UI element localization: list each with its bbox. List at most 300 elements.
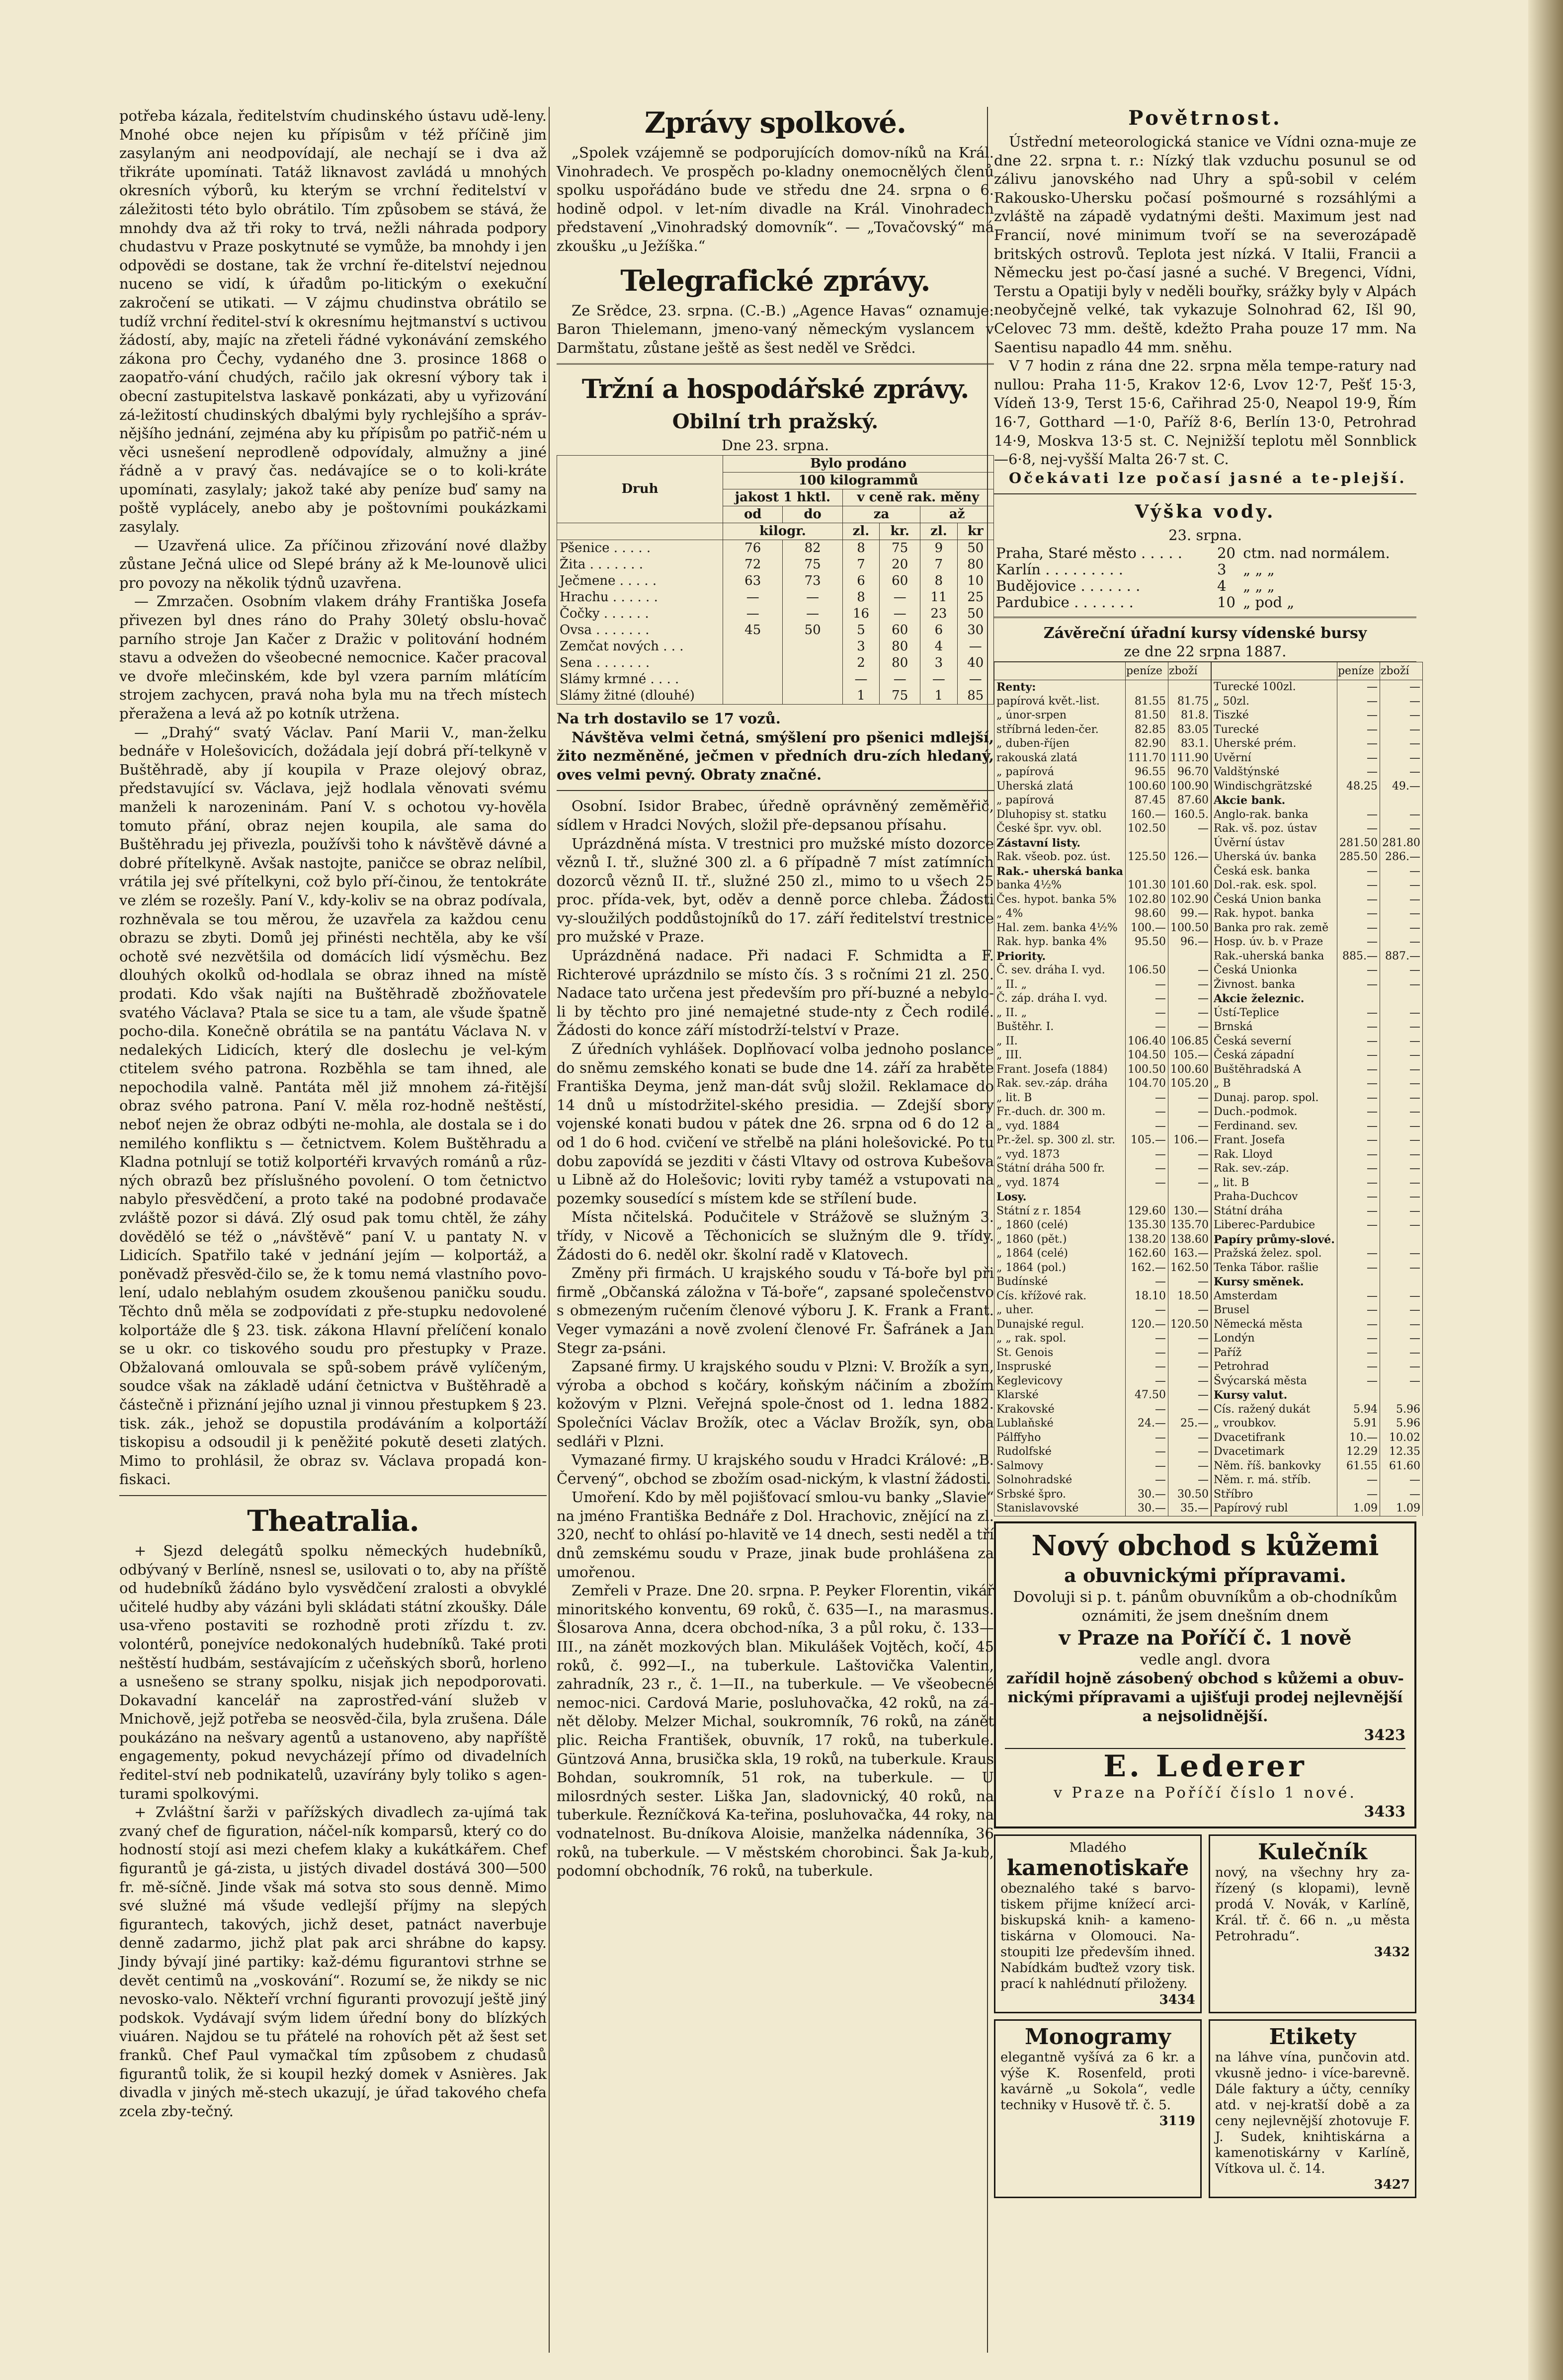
row-label: Pšenice . . . . . [557, 540, 723, 556]
row-value: 2 [842, 655, 879, 671]
row-label: Kursy valut. [1211, 1388, 1337, 1403]
ad-title: Etikety [1269, 2024, 1356, 2050]
bourse-row [994, 1077, 1211, 1091]
row-value: — [920, 671, 957, 688]
table-row [557, 589, 994, 606]
row-value: — [1126, 1105, 1168, 1119]
row-value: 85 [957, 688, 993, 705]
row-label: Papírový rubl [1211, 1502, 1337, 1516]
row-value: — [1337, 865, 1380, 879]
bourse-row [1211, 695, 1422, 709]
section-title-telegraficke: Telegrafické zprávy. [620, 263, 930, 298]
ad-text: zařídil hojně zásobený obchod s kůžemi a obuv-nickými přípravami a ujišťuji prodej nejlevnější a nejsolidnější. [1006, 1669, 1404, 1725]
row-value: — [1380, 1318, 1422, 1332]
row-value: 10.02 [1380, 1431, 1422, 1445]
ad-novy-obchod [994, 1521, 1416, 1828]
bourse-row [994, 992, 1211, 1006]
row-value: — [1168, 1346, 1211, 1360]
row-label: Brusel [1211, 1303, 1337, 1318]
row-value: 50 [957, 606, 993, 622]
article-osobni: Osobní. Isidor Brabec, úředně oprávněný zeměměřič, sídlem v Hradci Nových, složil pře-depsanou přísahu. [557, 797, 994, 833]
row-value: — [1168, 1459, 1211, 1474]
row-value: 7 [842, 556, 879, 573]
row-value: — [1126, 1431, 1168, 1445]
row-value: — [1380, 737, 1422, 751]
row-label: Čočky . . . . . . [557, 606, 723, 622]
bourse-row [994, 850, 1211, 865]
bourse-row [1211, 836, 1422, 851]
row-value: — [1380, 1063, 1422, 1077]
row-value: — [1337, 1218, 1380, 1233]
ad-kulecnik [1209, 1834, 1416, 2013]
row-value: 11 [920, 589, 957, 606]
row-value: — [1337, 709, 1380, 723]
bourse-row [1211, 1190, 1422, 1204]
row-value: — [1168, 1176, 1211, 1190]
row-value: 129.60 [1126, 1204, 1168, 1219]
article-zmrzacen: — Zmrzačen. Osobním vlakem dráhy Františka Josefa přivezen byl dnes ráno do Prahy 30letý obslu-hovač parního stroje Jan Kačer z Dražic v politování hodném stavu a odvežen do všeobecné nemocnice. Kačer pracoval ve dvoře mlečinském, kde byl vzera parním mlátícím strojem zachycen, pravá noha byla mu na třech místech přeražena a levá až po kotník utržena. [119, 593, 547, 722]
bourse-row [994, 1034, 1211, 1049]
row-label: Ferdinand. sev. [1211, 1119, 1337, 1134]
ad-kamenotiskar [994, 1834, 1202, 2013]
bourse-row [1211, 935, 1422, 950]
row-value: — [1380, 1020, 1422, 1034]
row-value: — [1337, 1303, 1380, 1318]
row-value [1337, 793, 1380, 808]
bourse-row [1211, 1133, 1422, 1148]
row-value: — [1168, 992, 1211, 1006]
row-value: 87.60 [1168, 793, 1211, 808]
row-value: — [1168, 1332, 1211, 1346]
row-label: „ 4% [994, 907, 1126, 921]
bourse-row [994, 1445, 1211, 1459]
row-value: 61.55 [1337, 1459, 1380, 1474]
bourse-row [1211, 1233, 1422, 1247]
bourse-row [1211, 723, 1422, 737]
row-value: — [1380, 1006, 1422, 1021]
row-label: „ III. [994, 1048, 1126, 1063]
row-value: 7 [920, 556, 957, 573]
col-header-cene: v ceně rak. měny [842, 489, 993, 506]
row-value: 138.60 [1168, 1233, 1211, 1247]
col-header-od: od [723, 506, 783, 523]
row-value: — [1380, 1119, 1422, 1134]
bourse-row [1211, 1332, 1422, 1346]
row-value: 24.— [1126, 1417, 1168, 1431]
bourse-row [1211, 963, 1422, 978]
row-label: „ B [1211, 1077, 1337, 1091]
row-value: 162.60 [1126, 1247, 1168, 1261]
row-value: 106.40 [1126, 1034, 1168, 1049]
row-label: Sena . . . . . . . [557, 655, 723, 671]
bourse-row [994, 836, 1211, 851]
row-value: 105.— [1126, 1133, 1168, 1148]
row-label: Slámy krmné . . . . [557, 671, 723, 688]
row-value: 162.50 [1168, 1261, 1211, 1275]
row-value: 75 [783, 556, 842, 573]
row-value [1126, 836, 1168, 851]
row-value: 10 [957, 573, 993, 589]
article-sjezd-delegatu: + Sjezd delegátů spolku německých hudebníků, odbývaný v Berlíně, nsnesl se, usilovati o to, aby na příště od hudebníků žádáno bylo vysvědčení zralosti a obvyklé učitelé hudby aby vázáni byli skládati státní zkoušky. Dále usa-vřeno postaviti se rozhodně proti zřízdu t. zv. volontérů, ponejvíce nedokonalých hudebníků. Také proti neštěstí hudbám, sestávajícím z učeňských sborů, horleno a usnešeno se strany spolku, nisjak jich nepodporovati. Dokavadní kancelář na zaprostřed-vání služeb v Mnichově, jejž potřeba se neosvěd-čila, byla zrušena. Dále poukázáno na nešvary agentů a ustanoveno, aby napříště engagementy, pokud nevycházejí přímo od divadelních ředitel-ství neb podnikatelů, uzavírány byly toliko s agen-turami spolkovými. [119, 1542, 547, 1802]
row-label: Frant. Josefa [1211, 1133, 1337, 1148]
row-value: 60 [880, 622, 920, 638]
row-label: „ II. [994, 1034, 1126, 1049]
row-value: 100.50 [1168, 921, 1211, 936]
row-value: — [1168, 1020, 1211, 1034]
row-value: 47.50 [1126, 1388, 1168, 1403]
row-value: 5.91 [1337, 1417, 1380, 1431]
article-uredni-vyhlasky: Z úředních vyhlášek. Doplňovací volba jednoho poslance do sněmu zemského konati se bude dne 14. září za hraběte Františka Deyma, jenž man-dát svůj složil. Reklamace do 14 dnů u místodržitel-ského presidia. — Zdejší sbory vojenské konati budou v pátek dne 26. srpna od 6 do 12 a od 1 do 6 hod. cvičení ve střelbě na pláni holešovické. Po tu dobu zapovídá se jezditi v části Vltavy od ostrova Kubešova u Libně až do Holešovic; loviti ryby taméž a vstupovati na pozemky sousedící s místem kde se střílení bude. [557, 1040, 994, 1207]
row-value: — [1168, 822, 1211, 836]
row-value: 3 [920, 655, 957, 671]
row-value: 4 [920, 638, 957, 655]
row-label: Státní z r. 1854 [994, 1204, 1126, 1219]
row-value: 49.— [1380, 780, 1422, 794]
col-header-zl2: zl. [920, 523, 957, 540]
ad-title: Monogramy [1025, 2024, 1171, 2050]
row-value: 5 [842, 622, 879, 638]
bourse-row [1211, 1204, 1422, 1219]
row-label: Fr.-duch. dr. 300 m. [994, 1105, 1126, 1119]
table-row [557, 540, 994, 556]
row-value: — [1380, 808, 1422, 822]
bourse-row [994, 1388, 1211, 1403]
row-label: Pražská želez. spol. [1211, 1247, 1337, 1261]
row-value: — [1126, 1119, 1168, 1134]
row-label: Č. záp. dráha I. vyd. [994, 992, 1126, 1006]
row-value: 106.— [1168, 1133, 1211, 1148]
row-value: 50 [957, 540, 993, 556]
row-label: „ vyd. 1873 [994, 1148, 1126, 1162]
row-value: 83.1. [1168, 737, 1211, 751]
row-label: „ vroubkov. [1211, 1417, 1337, 1431]
row-value: — [1168, 1275, 1211, 1289]
row-value [1380, 1388, 1422, 1403]
row-label: Inspruské [994, 1360, 1126, 1374]
row-value: 100.— [1126, 921, 1168, 936]
bourse-row [994, 822, 1211, 836]
bourse-row [1211, 1063, 1422, 1077]
bourse-header-penize: peníze [1337, 662, 1380, 680]
column-2 [557, 107, 994, 1881]
row-value: 100.60 [1126, 780, 1168, 794]
bourse-row [1211, 1431, 1422, 1445]
row-value: — [1337, 1488, 1380, 1502]
bourse-row [994, 1289, 1211, 1304]
row-value: 82.90 [1126, 737, 1168, 751]
bourse-row [1211, 709, 1422, 723]
row-label: Dol.-rak. esk. spol. [1211, 878, 1337, 893]
row-label: Slámy žitné (dlouhé) [557, 688, 723, 705]
bourse-title: Závěreční úřadní kursy vídenské bursy [1043, 624, 1367, 642]
ad-title: Kulečník [1258, 1839, 1367, 1865]
row-value: — [1337, 1289, 1380, 1304]
bourse-row [1211, 737, 1422, 751]
row-value: 1 [842, 688, 879, 705]
row-value: 101.30 [1126, 878, 1168, 893]
bourse-row [994, 1162, 1211, 1176]
bourse-row [1211, 1459, 1422, 1474]
row-value [1337, 992, 1380, 1006]
row-value: 120.50 [1168, 1318, 1211, 1332]
bourse-row [1211, 1388, 1422, 1403]
article-telegraf-sredec: Ze Srědce, 23. srpna. (C.-B.) „Agence Havas“ oznamuje: Baron Thielemann, jmeno-vaný německým vyslancem v Darmštatu, zůstane ještě as šest neděl ve Srědci. [557, 302, 994, 356]
row-value: 5.94 [1337, 1403, 1380, 1417]
grain-market-table [557, 455, 994, 705]
col-header-prodano: Bylo prodáno [723, 455, 994, 472]
row-value [1168, 950, 1211, 964]
bourse-header-zbozi: zboží [1380, 662, 1422, 680]
row-value: 281.80 [1380, 836, 1422, 851]
row-value: 96.70 [1168, 765, 1211, 780]
row-value [1126, 865, 1168, 879]
row-label: Buštěhr. I. [994, 1020, 1126, 1034]
row-value: 106.50 [1126, 963, 1168, 978]
ad-number: 3432 [1374, 1944, 1410, 1960]
row-label: „ papírová [994, 793, 1126, 808]
row-value: — [1126, 1162, 1168, 1176]
bourse-row [994, 878, 1211, 893]
row-value: 135.70 [1168, 1218, 1211, 1233]
row-value [1168, 1190, 1211, 1204]
row-label: Stříbro [1211, 1488, 1337, 1502]
bourse-row [994, 1105, 1211, 1119]
bourse-row [994, 1403, 1211, 1417]
row-label: Pálffyho [994, 1431, 1126, 1445]
bourse-row [994, 893, 1211, 907]
bourse-row [994, 680, 1211, 695]
row-value: — [1380, 921, 1422, 936]
row-value: — [1126, 1148, 1168, 1162]
row-value: — [1337, 822, 1380, 836]
article-mista-ucitelska: Místa nčitelská. Podučitele v Strážově se služným 3. třídy, v Nicově a Těchonicích se služným dle 9. třídy. Žádosti do 6. neděl okr. školní radě v Klatovech. [557, 1208, 994, 1263]
row-value: — [1337, 1332, 1380, 1346]
bourse-row [1211, 850, 1422, 865]
row-label: Uvěrní [1211, 751, 1337, 766]
row-label: Rak.-uherská banka [1211, 950, 1337, 964]
row-value: 81.50 [1126, 709, 1168, 723]
row-value: 130.— [1168, 1204, 1211, 1219]
row-value: — [1380, 1473, 1422, 1488]
row-value: „ „ „ [1243, 560, 1275, 578]
row-value: ctm. nad normálem. [1243, 544, 1390, 561]
row-label: „ „ rak. spol. [994, 1332, 1126, 1346]
row-value: — [1337, 978, 1380, 992]
row-value: 25 [957, 589, 993, 606]
market-date: Dne 23. srpna. [721, 437, 829, 454]
ad-number: 3433 [1364, 1803, 1405, 1821]
bourse-row [1211, 1176, 1422, 1190]
row-value: „ pod „ [1243, 593, 1295, 611]
row-value: — [1337, 1374, 1380, 1389]
row-value: 4 [1217, 577, 1227, 594]
row-value: — [1380, 893, 1422, 907]
row-label: Liberec-Pardubice [1211, 1218, 1337, 1233]
row-value: 105.— [1168, 1048, 1211, 1063]
row-value [1337, 1275, 1380, 1289]
row-value: — [1126, 1374, 1168, 1389]
row-value: — [1126, 1020, 1168, 1034]
row-value: — [1380, 723, 1422, 737]
row-value [783, 688, 842, 705]
row-label: Uherská úv. banka [1211, 850, 1337, 865]
row-value [723, 638, 783, 655]
row-label: Akcie železnic. [1211, 992, 1337, 1006]
row-value: — [880, 589, 920, 606]
row-value: 9 [920, 540, 957, 556]
row-value: — [1337, 1020, 1380, 1034]
bourse-row [1211, 1417, 1422, 1431]
row-value: 99.— [1168, 907, 1211, 921]
row-value: — [1168, 1119, 1211, 1134]
row-value: 100.90 [1168, 780, 1211, 794]
row-label: Amsterdam [1211, 1289, 1337, 1304]
row-label: St. Genois [994, 1346, 1126, 1360]
row-value: — [1337, 737, 1380, 751]
ad-number: 3119 [1159, 2113, 1195, 2129]
row-value: 30.50 [1168, 1488, 1211, 1502]
row-label: „ 50zl. [1211, 695, 1337, 709]
row-value: 8 [920, 573, 957, 589]
row-value: — [1126, 1445, 1168, 1459]
column-3 [994, 106, 1420, 2198]
row-value: 87.45 [1126, 793, 1168, 808]
row-value: 30 [957, 622, 993, 638]
row-value: 30.— [1126, 1488, 1168, 1502]
col-header-az: až [920, 506, 994, 523]
row-value: — [957, 638, 993, 655]
row-label: Dunajské regul. [994, 1318, 1126, 1332]
ad-number: 3434 [1159, 1992, 1195, 2007]
bourse-row [994, 1332, 1211, 1346]
table-row [557, 655, 994, 671]
row-value: — [1168, 1473, 1211, 1488]
row-label: „ lit. B [1211, 1176, 1337, 1190]
row-value: — [1380, 1176, 1422, 1190]
row-value: 8 [842, 589, 879, 606]
row-value: — [1126, 1403, 1168, 1417]
row-value: 1.09 [1337, 1502, 1380, 1516]
row-label: Tenka Tábor. rašlie [1211, 1261, 1337, 1275]
row-value: — [783, 606, 842, 622]
row-label: Budínské [994, 1275, 1126, 1289]
row-label: Státní dráha 500 fr. [994, 1162, 1126, 1176]
row-label: „ 1864 (pol.) [994, 1261, 1126, 1275]
market-title: Obilní trh pražský. [672, 410, 879, 434]
row-label: Rak. sev.-záp. [1211, 1162, 1337, 1176]
divider [119, 1495, 547, 1496]
col-header-kr2: kr [957, 523, 993, 540]
bourse-row [994, 1190, 1211, 1204]
row-label: „ únor-srpen [994, 709, 1126, 723]
row-value: 80 [880, 655, 920, 671]
row-label: Tiszké [1211, 709, 1337, 723]
ad-number: 3427 [1374, 2177, 1410, 2192]
row-value: — [1337, 808, 1380, 822]
row-label: „ 1864 (celé) [994, 1247, 1126, 1261]
row-value: — [1380, 1105, 1422, 1119]
table-row [557, 671, 994, 688]
row-value: — [1126, 1275, 1168, 1289]
row-value: — [1380, 1133, 1422, 1148]
article-chef-de-figuration: + Zvláštní šarži v pařížských divadlech za-ujímá tak zvaný chef de figuration, náčel-ník komparsů, který co do hodností stojí asi mezi chefem klaky a kukátkářem. Chef figurantů je gá-zista, u jistých divadel dostává 300—500 fr. mě-síčně. Jinde však má sotva sto sous denně. Mimo své služné má všude vedlejší příjmy na slepých figurantech, takových, jichž deset, patnáct naverbuje denně zadarmo, jichž plat pak arci shrábne do kapsy. Jindy bývají jiné partiky: kaž-dému figurantovi strhne se devět centimů na „voskování“. Rozumí se, že nikdy se nic nevosko-valo. Někteří vrchní figuranti provozují ještě jiný podskok. Vydávají svým lidem úřední bony do blízkých viuáren. Najdou se tu přátelé na rohovích pět až šest set franků. Chef Paul vymačkal tím způsobem z chudasů figurantů tolik, že si koupil hezký domek v Asnières. Jak divadla v jiných mě-stech ukazují, je úřad takového chefa zcela zby-tečný. [119, 1804, 547, 2120]
row-value: — [880, 671, 920, 688]
bourse-row [1211, 680, 1422, 695]
ad-lederer-name: E. Lederer [1005, 1748, 1405, 1784]
row-value: — [1337, 695, 1380, 709]
water-row [994, 561, 1416, 578]
ad-address: v Praze na Poříčí č. 1 nově [1059, 1626, 1352, 1650]
row-value: — [1337, 1176, 1380, 1190]
row-value: 3 [1217, 560, 1227, 578]
row-label: Kursy směnek. [1211, 1275, 1337, 1289]
row-value: 106.85 [1168, 1034, 1211, 1049]
article-teploty: V 7 hodin z rána dne 22. srpna měla tempe-ratury nad nullou: Praha 11·5, Krakov 12·6, Lvov 12·7, Pešť 15·3, Vídeň 13·9, Terst 15·6, Cařihrad 25·0, Neapol 19·9, Řím 16·7, Gotthard —1·0, Paříž 8·6, Berlín 13·0, Petrohrad 14·9, Moskva 13·5 st. C. Nejnižší teplotu měl Sonnblick —6·8, nej-vyšší Malta 26·7 st. C. [994, 357, 1416, 468]
bourse-row [994, 865, 1211, 879]
bourse-row [1211, 1275, 1422, 1289]
article-zapsane-firmy: Zapsané firmy. U krajského soudu v Plzni: V. Brožík a syn, výroba a obchod s kočáry, koňským náčiním a zbožím kožovým v Plzni. Veřejná spole-čnost od 1. ledna 1882. Společníci Václav Brožík, otec a Václav Brožík, syn, oba sedláři v Plzni. [557, 1358, 994, 1450]
bourse-row [994, 765, 1211, 780]
row-value: — [1126, 1303, 1168, 1318]
row-label: Něm. říš. bankovky [1211, 1459, 1337, 1474]
row-value [783, 671, 842, 688]
row-value: 8 [842, 540, 879, 556]
row-value: 160.— [1126, 808, 1168, 822]
row-label: „ papírová [994, 765, 1126, 780]
row-value: — [1380, 935, 1422, 950]
row-label: Lublaňské [994, 1417, 1126, 1431]
row-value [1380, 1275, 1422, 1289]
row-value: — [1168, 1006, 1211, 1021]
row-value: 75 [880, 540, 920, 556]
ad-text: nový, na všechny hry za-řízený (s klopami), levně prodá V. Novák, v Karlíně, Král. tř. č. 66 n. „u města Petrohradu“. [1215, 1865, 1410, 1944]
row-value: 5.96 [1380, 1403, 1422, 1417]
bourse-row [994, 978, 1211, 992]
row-label: Hrachu . . . . . . [557, 589, 723, 606]
bourse-row [1211, 1162, 1422, 1176]
row-label: papírová květ.-list. [994, 695, 1126, 709]
row-value [1126, 680, 1168, 695]
ad-number: 3423 [1364, 1726, 1405, 1744]
row-value [1380, 793, 1422, 808]
row-value: 5.96 [1380, 1417, 1422, 1431]
bourse-row [1211, 1346, 1422, 1360]
bourse-row [994, 737, 1211, 751]
row-value: — [1380, 865, 1422, 879]
row-value: — [880, 606, 920, 622]
bourse-row [1211, 1403, 1422, 1417]
row-value: 72 [723, 556, 783, 573]
small-ads-row-1 [994, 1834, 1416, 2013]
row-label: Praha, Staré město . . . . . [996, 544, 1182, 561]
row-label: Rudolfské [994, 1445, 1126, 1459]
row-value: 73 [783, 573, 842, 589]
bourse-row [1211, 1148, 1422, 1162]
row-label: rakouská zlatá [994, 751, 1126, 766]
row-label: „ II. „ [994, 1006, 1126, 1021]
row-value: — [1126, 1332, 1168, 1346]
col-header-druh: Druh [557, 455, 723, 523]
row-label: Úvěrní ústav [1211, 836, 1337, 851]
bourse-row [1211, 1318, 1422, 1332]
row-value: — [1337, 1077, 1380, 1091]
bourse-row [994, 1006, 1211, 1021]
row-label: Česká Unionka [1211, 963, 1337, 978]
row-value: — [1126, 1473, 1168, 1488]
bourse-row [994, 695, 1211, 709]
row-value: — [1126, 978, 1168, 992]
ad-text: na láhve vína, punčovin atd. vkusně jedno- i více-barevně. Dále faktury a účty, cenníky atd. v nej-kratší době a za ceny nejlevnější zhotovuje F. J. Sudek, knihtiskárna a kamenotiskárny v Karlíně, Vítkova ul. č. 14. [1215, 2050, 1410, 2176]
